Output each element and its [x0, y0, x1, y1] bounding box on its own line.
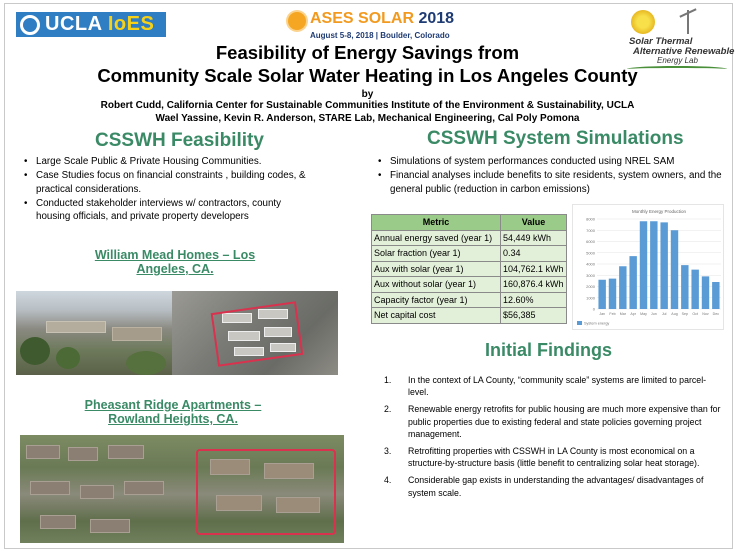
table-row: Aux with solar (year 1) 104,762.1 kWh: [372, 261, 567, 277]
chart-title: Monthly Energy Production: [631, 209, 687, 214]
y-tick-label: 2000: [586, 284, 595, 289]
table-header: Metric: [372, 215, 501, 231]
table-row: Net capital cost $56,385: [372, 308, 567, 324]
ring-icon: [20, 15, 40, 35]
feasibility-heading: CSSWH Feasibility: [95, 130, 264, 151]
pheasant-ridge-aerial-photo: [20, 435, 344, 543]
x-tick-label: Jan: [599, 312, 606, 316]
table-header: Value: [501, 215, 567, 231]
table-row: Solar fraction (year 1) 0.34: [372, 246, 567, 262]
william-mead-aerial-photo: [172, 291, 338, 375]
bar: [609, 279, 616, 309]
y-tick-label: 3000: [586, 272, 595, 278]
poster-title-line1: Feasibility of Energy Savings from: [215, 42, 520, 63]
list-item: 1. In the context of LA County, “community scale” systems are limited to parcel-level.: [384, 375, 707, 398]
bar: [691, 270, 698, 309]
ases-logo-subtitle: August 5-8, 2018 | Boulder, Colorado: [310, 31, 450, 40]
legend-swatch: [577, 321, 582, 325]
simulations-heading: CSSWH System Simulations: [427, 128, 684, 149]
list-item: • Case Studies focus on financial constraints , building codes, & practical considerations.: [20, 169, 310, 196]
ucla-ioes-logo: [16, 12, 166, 37]
y-tick-label: 7000: [586, 227, 595, 233]
y-tick-label: 4000: [586, 261, 595, 267]
site-heading-pheasant-ridge: Pheasant Ridge Apartments – Rowland Heights, CA.: [84, 398, 262, 426]
authors-line1: Robert Cudd, California Center for Sustainable Communities Institute of the Environment & Sustainability, UCLA: [100, 100, 635, 111]
x-tick-label: Nov: [702, 312, 709, 316]
findings-list: [384, 374, 724, 504]
bar: [619, 266, 626, 309]
table-row: Capacity factor (year 1) 12.60%: [372, 292, 567, 308]
ucla-logo-text: UCLA IoES: [45, 13, 155, 35]
list-item: • Financial analyses include benefits to site residents, system owners, and the general public (reduction in carbon emissions): [374, 169, 724, 196]
list-item: 2. Renewable energy retrofits for public housing are much more expensive than for public properties due to existing federal and state policies governing project management.: [384, 404, 721, 439]
y-tick-label: 8000: [586, 216, 595, 222]
site-heading-william-mead: William Mead Homes – Los Angeles, CA.: [94, 248, 256, 276]
sun-icon: [288, 12, 306, 30]
list-item: • Large Scale Public & Private Housing Communities.: [20, 155, 310, 168]
bar: [640, 221, 647, 309]
table-row: Aux without solar (year 1) 160,876.4 kWh: [372, 277, 567, 293]
bar: [650, 221, 657, 309]
feasibility-bullets: [20, 155, 310, 224]
bar: [681, 265, 688, 309]
monthly-energy-chart: [572, 204, 724, 330]
x-tick-label: Aug: [671, 312, 678, 316]
x-tick-label: Feb: [609, 312, 616, 316]
site-outline: [211, 301, 304, 366]
list-item: 3. Retrofitting properties with CSSWH in LA County is most economical on a structure-by-structure basis (little benefit to centralizing solar heat storage).: [384, 446, 700, 469]
stare-logo-line2: Alternative Renewable: [633, 46, 735, 57]
site-outline: [196, 449, 336, 535]
x-tick-label: Dec: [712, 312, 720, 316]
legend-label: System energy: [584, 321, 610, 326]
findings-heading: Initial Findings: [485, 340, 612, 360]
list-item: • Simulations of system performances conducted using NREL SAM: [374, 155, 724, 168]
poster-title-line2: Community Scale Solar Water Heating in Los Angeles County: [97, 65, 638, 86]
y-tick-label: 6000: [586, 239, 595, 244]
x-tick-label: Jun: [650, 312, 657, 316]
x-tick-label: Oct: [692, 312, 698, 316]
list-item: • Conducted stakeholder interviews w/ contractors, county housing officials, and private property developers: [20, 197, 310, 224]
bar: [660, 222, 667, 309]
x-tick-label: Apr: [630, 312, 636, 316]
authors-line2: Wael Yassine, Kevin R. Anderson, STARE Lab, Mechanical Engineering, Cal Poly Pomona: [155, 113, 580, 124]
chart-svg: [573, 205, 725, 331]
table-row: Annual energy saved (year 1) 54,449 kWh: [372, 230, 567, 246]
metric-table: [371, 214, 567, 324]
x-tick-label: Sep: [681, 312, 689, 316]
y-tick-label: 5000: [586, 250, 595, 256]
x-tick-label: May: [640, 312, 647, 316]
y-tick-label: 1000: [586, 295, 595, 301]
bar: [598, 280, 605, 309]
william-mead-street-photo: [16, 291, 174, 375]
bar: [712, 282, 719, 309]
bar: [671, 230, 678, 309]
x-tick-label: Mar: [619, 312, 626, 316]
y-tick-label: 0: [592, 306, 595, 312]
bar: [702, 276, 709, 309]
ases-solar-logo: [288, 10, 455, 46]
ases-logo-title: ASES SOLAR 2018: [310, 10, 455, 27]
bar: [629, 256, 636, 309]
stare-logo-line3: Energy Lab: [657, 56, 698, 65]
x-tick-label: Jul: [661, 312, 667, 316]
list-item: 4. Considerable gap exists in understanding the advantages/ disadvantages of system scale.: [384, 475, 704, 498]
simulations-bullets: [374, 155, 724, 197]
by-label: by: [361, 89, 374, 100]
sun-icon: [631, 10, 655, 34]
stare-logo-line1: Solar Thermal: [629, 36, 693, 47]
